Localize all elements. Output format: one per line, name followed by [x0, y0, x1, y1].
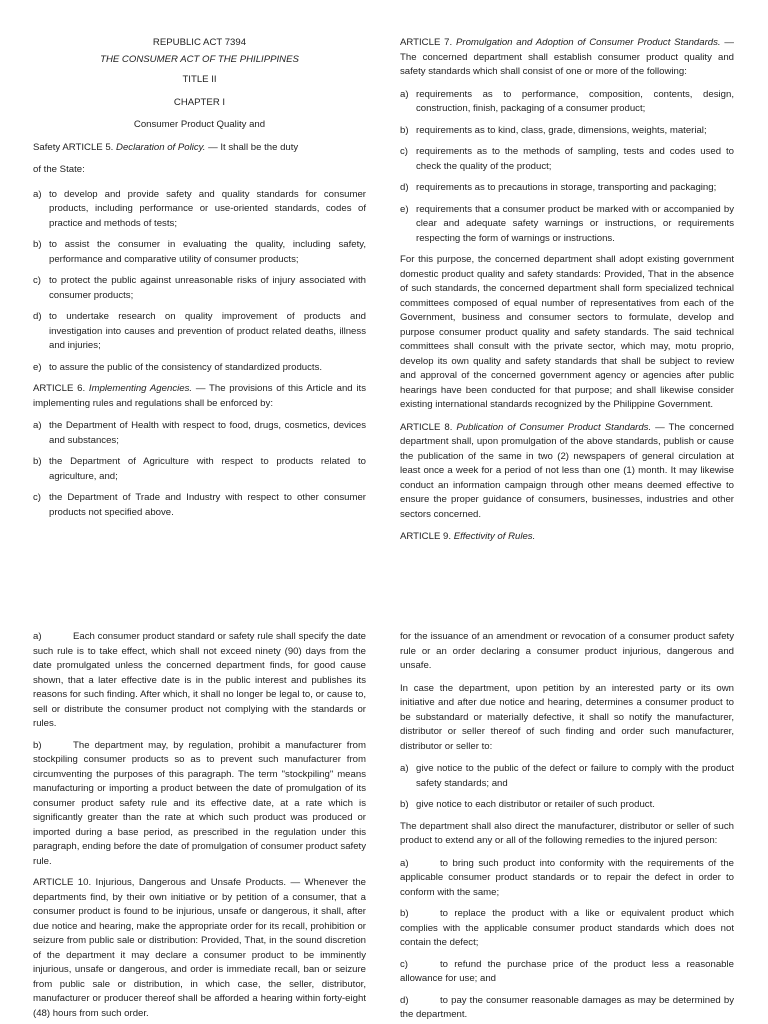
list-item [400, 907, 734, 951]
list-text: to bring such product into conformity with the requirements of the applicable consumer product standards or to repair the defect in order to conform with the same; [400, 857, 734, 898]
list-text: to assist the consumer in evaluating the quality, including safety, performance and comparative utility of consumer products; [49, 239, 366, 265]
article-7-paragraph [400, 36, 734, 80]
list-label: b) [400, 124, 409, 136]
article-10-paragraph [33, 876, 366, 1021]
article-9-lead: ARTICLE 9. [400, 531, 452, 542]
list-text: the Department of Trade and Industry with respect to other consumer products not specified above. [49, 492, 366, 518]
article-8-lead: ARTICLE 8. [400, 421, 453, 433]
title-heading: TITLE II [182, 74, 217, 85]
list-text: to develop and provide safety and quality standards for consumer products, including performance or use-oriented standards, codes of practice and methods of tests; [49, 188, 366, 229]
bottom-right-column [400, 630, 734, 1024]
article-10-case: In case the department, upon petition by an interested party or its own initiative and after due notice and hearing, determines a consumer product to be substandard or materially defective, it shall so notify the manufacturer, distributor or seller thereof of such finding and order such manufacturer, distributor or seller to: [400, 682, 734, 752]
page-bottom [0, 610, 768, 1024]
list-label: c) [400, 146, 408, 157]
list-text: requirements as to the methods of sampling, tests and codes used to check the quality of the product; [416, 146, 734, 172]
list-item [400, 145, 734, 174]
list-item [33, 361, 366, 376]
article-6-list [33, 419, 366, 520]
list-item [33, 455, 366, 484]
top-left-column [33, 36, 366, 527]
article-10-text: — Whenever the departments find, by their own initiative or by petition of a consumer, that a consumer product is found to be injurious, unsafe or dangerous, it shall, after due notice and hearing, make the appropriate order for its recall, prohibition or seizure from public sale or distribution: Provided, That, in the sound discretion of the department it may declare a consumer product to be imminently injurious, unsafe or dangerous, and order is immediate recall, ban or seizure from public sale or distribution, in which case, the seller, distributor, manufacturer or producer thereof shall be afforded a hearing within forty-eight (48) hours from such order. [33, 877, 366, 1019]
article-5-title: Declaration of Policy. [116, 141, 206, 153]
article-9-item-a [33, 630, 366, 732]
list-label: c) [33, 275, 41, 286]
list-item [400, 762, 734, 791]
list-item [400, 88, 734, 117]
list-item [400, 798, 734, 813]
list-label: e) [400, 203, 409, 215]
article-10-lead: ARTICLE 10. Injurious, Dangerous and Unsafe Products. [33, 877, 287, 888]
list-text: to assure the public of the consistency of standardized products. [49, 361, 323, 373]
article-5-text: — It shall be the duty [205, 141, 299, 153]
list-text: The department may, by regulation, prohibit a manufacturer from stockpiling consumer products so as to prevent such manufacturer from circumventing the purposes of this paragraph. The term "stockpiling" means manufacturing or importing a product between the date of promulgation of its consumer product safety rule and its effective date, at a rate which is significantly greater than the rate at which such product was produced or imported during a base period, as prescribed in the regulation under this paragraph, ending before the date of promulgation of consumer product safety rule. [33, 739, 366, 867]
article-9-item-b [33, 739, 366, 870]
notify-list [400, 762, 734, 813]
article-5-continuation: of the State: [33, 164, 85, 175]
list-label: d) [33, 311, 42, 322]
list-label: b) [33, 739, 42, 751]
article-6-text: — The provisions of this Article and its implementing rules and regulations shall be enforced by: [33, 383, 366, 409]
list-label: a) [400, 857, 409, 869]
list-text: requirements that a consumer product be marked with or accompanied by clear and adequate safety warnings or instructions, or requirements respecting the form of warnings or instructions. [416, 203, 734, 244]
list-label: a) [33, 631, 42, 642]
article-8-title: Publication of Consumer Product Standards. [456, 421, 652, 433]
list-item [400, 203, 734, 247]
list-item [33, 310, 366, 354]
chapter-heading: CHAPTER I [173, 96, 226, 108]
article-10-continuation: for the issuance of an amendment or revocation of a consumer product safety rule or an order declaring a consumer product injurious, dangerous and unsafe. [400, 631, 734, 671]
list-item [400, 124, 734, 139]
list-label: c) [33, 492, 41, 503]
list-text: to pay the consumer reasonable damages as may be determined by the department. [400, 994, 734, 1020]
list-item [33, 188, 366, 232]
list-label: b) [400, 799, 409, 810]
list-item [33, 274, 366, 303]
list-label: a) [400, 763, 409, 774]
list-text: the Department of Health with respect to food, drugs, cosmetics, devices and substances; [49, 420, 366, 446]
list-label: b) [33, 239, 42, 250]
article-6-title: Implementing Agencies. [88, 383, 193, 394]
list-item [33, 419, 366, 448]
article-9-paragraph [400, 530, 734, 545]
list-text: requirements as to performance, composition, contents, design, construction, finish, packaging of a consumer product; [416, 88, 734, 114]
list-item [400, 857, 734, 901]
article-6-paragraph [33, 382, 366, 411]
list-label: d) [400, 182, 409, 193]
act-title: REPUBLIC ACT 7394 [152, 37, 247, 48]
list-label: a) [400, 88, 409, 100]
article-10-direct: The department shall also direct the manufacturer, distributor or seller of such product to extend any or all of the following remedies to the injured person: [400, 820, 734, 846]
list-text: give notice to each distributor or retailer of such product. [416, 799, 655, 810]
list-item [400, 958, 734, 987]
list-label: a) [33, 420, 42, 431]
list-text: requirements as to precautions in storage, transporting and packaging; [416, 182, 717, 193]
list-label: e) [33, 361, 42, 373]
act-subtitle: THE CONSUMER ACT OF THE PHILIPPINES [100, 53, 299, 65]
list-label: b) [400, 908, 409, 919]
article-8-text: — The concerned department shall, upon promulgation of the above standards, publish or cause the publication of the same in two (2) newspapers of general circulation at least once a week for a period of not less than one (1) month. It may likewise conduct an information campaign through other means deemed effective to ensure the proper guidance of consumers, businesses, industries and other sectors concerned. [400, 421, 734, 520]
list-item [400, 994, 734, 1023]
article-8-paragraph [400, 421, 734, 523]
remedies-list [400, 857, 734, 1023]
list-text: to protect the public against unreasonable risks of injury associated with consumer products; [49, 275, 366, 301]
article-5-heading [33, 141, 366, 156]
chapter-name: Consumer Product Quality and [133, 119, 266, 130]
list-label: a) [33, 188, 42, 200]
article-7-text: — The concerned department shall establish consumer product quality and safety standards which shall consist of one or more of the following: [400, 37, 734, 77]
article-6-lead: ARTICLE 6. [33, 383, 86, 394]
list-label: c) [400, 958, 408, 970]
article-9-title: Effectivity of Rules. [453, 531, 536, 542]
article-7-list [400, 88, 734, 247]
list-text: requirements as to kind, class, grade, dimensions, weights, material; [416, 124, 707, 136]
bottom-left-column [33, 630, 366, 1024]
list-text: give notice to the public of the defect or failure to comply with the product safety standards; and [416, 763, 734, 789]
article-5-list [33, 188, 366, 376]
list-text: Each consumer product standard or safety rule shall specify the date such rule is to take effect, which shall not exceed ninety (90) days from the date promulgated unless the concerned department finds, for good cause shown, that a later effective date is in the public interest and publishes its reasons for such finding. After which, it shall no longer be legal to, or cause to, sell or distribute the consumer product not complying with the standards or rules. [33, 631, 366, 729]
list-text: to replace the product with a like or equivalent product which complies with the applicable consumer product standards which does not contain the defect; [400, 908, 734, 948]
article-5-lead: Safety ARTICLE 5. [33, 141, 114, 153]
list-text: the Department of Agriculture with respect to products related to agriculture, and; [49, 456, 366, 482]
list-label: d) [400, 994, 409, 1006]
list-text: to refund the purchase price of the product less a reasonable allowance for use; and [400, 958, 734, 984]
top-right-column [400, 36, 734, 545]
list-item [33, 238, 366, 267]
article-7-lead: ARTICLE 7. [400, 37, 453, 48]
list-text: to undertake research on quality improvement of products and investigation into causes and prevention of product related deaths, illness and injuries; [49, 311, 366, 351]
article-7-purpose: For this purpose, the concerned department shall adopt existing government domestic product quality and safety standards: Provided, That in the absence of such standards, the concerned department shall form specialized technical committees composed of equal number of representatives from each of the Government, business and consumer sectors to formulate, develop and purpose consumer product quality and safety standards. The said technical committees shall consult with the private sector, which may, motu proprio, develop its own quality and safety standards that shall be subject to review and approval of the concerned government agency or agencies after public hearings have been conducted for that purpose; and shall likewise consider existing international standards recognized by the Philippine Government. [400, 254, 734, 410]
list-item [33, 491, 366, 520]
list-item [400, 181, 734, 196]
article-7-title: Promulgation and Adoption of Consumer Product Standards. [455, 37, 721, 48]
list-label: b) [33, 456, 42, 467]
